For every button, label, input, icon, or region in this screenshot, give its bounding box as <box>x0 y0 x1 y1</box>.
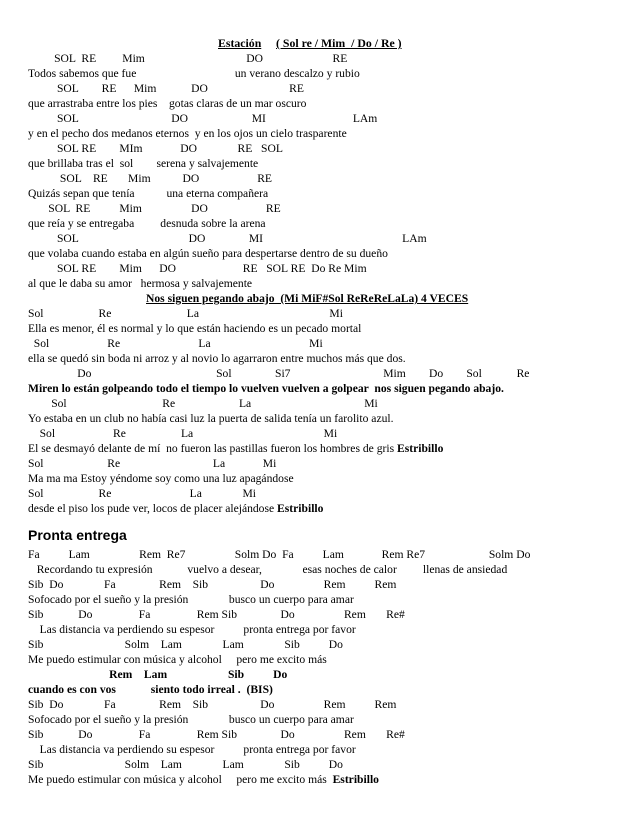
chord-line: Sol Re La Mi <box>28 457 277 470</box>
estribillo-marker: Estribillo <box>396 442 444 455</box>
lyric-line: Ella es menor, él es normal y lo que están haciendo es un pecado mortal <box>28 322 362 335</box>
lyric-line: que reía y se entregaba desnuda sobre la arena <box>28 217 266 230</box>
lyric-line: al que le daba su amor hermosa y salvajemente <box>28 277 253 290</box>
lyric-line: Sofocado por el sueño y la presión busco un cuerpo para amar <box>28 713 354 726</box>
estribillo-marker: Estribillo <box>332 773 379 786</box>
chord-line: SOL RE Mim DO RE SOL RE Do Re Mim <box>28 262 367 275</box>
lyric-line: que volaba cuando estaba en algún sueño para despertarse dentro de su dueño <box>28 247 388 260</box>
chord-line: Sol Re La Mi <box>28 397 378 410</box>
bold-lyric-line: cuando es con vos siento todo irreal . (BIS) <box>28 683 273 696</box>
chord-line: Sib Solm Lam Lam Sib Do <box>28 758 343 771</box>
lyric-line: Recordando tu expresión vuelvo a desear, esas noches de calor llenas de ansiedad <box>28 563 508 576</box>
chord-line: Sol Re La Mi <box>28 427 338 440</box>
chord-line: Sib Do Fa Rem Sib Do Rem Rem <box>28 698 397 711</box>
chord-line: SOL DO MI LAm <box>28 112 378 125</box>
lyric-line <box>28 441 628 456</box>
lyric-line: Sofocado por el sueño y la presión busco un cuerpo para amar <box>28 593 354 606</box>
riff-heading: Nos siguen pegando abajo (Mi MiF#Sol ReReReLaLa) 4 VECES <box>146 292 469 305</box>
lyric-line <box>28 501 628 516</box>
chord-line: SOL RE MIm DO RE SOL <box>28 142 283 155</box>
lyric-line: Me puedo estimular con música y alcohol pero me excito más <box>28 653 327 666</box>
chord-line: Sol Re La Mi <box>28 487 257 500</box>
lyric-line: que brillaba tras el sol serena y salvajemente <box>28 157 259 170</box>
chord-line: Sib Do Fa Rem Sib Do Rem Re# <box>28 608 405 621</box>
lyric-line: Yo estaba en un club no había casi luz la puerta de salida tenía un farolito azul. <box>28 412 394 425</box>
lyric-line: Quizás sepan que tenía una eterna compañera <box>28 187 269 200</box>
bold-lyric-line: Miren lo están golpeando todo el tiempo lo vuelven vuelven a golpear nos siguen pegando abajo. <box>28 382 504 395</box>
bold-chord-line: Rem Lam Sib Do <box>28 668 288 681</box>
lyric-text: desde el piso los pude ver, locos de placer alejándose <box>28 502 278 515</box>
song-title: Estación <box>218 36 262 50</box>
chord-line: Sib Do Fa Rem Sib Do Rem Rem <box>28 578 397 591</box>
chord-line: SOL RE Mim DO RE <box>28 82 304 95</box>
chord-line: Fa Lam Rem Re7 Solm Do Fa Lam Rem Re7 Solm Do <box>28 548 531 561</box>
lyric-line: ella se quedó sin boda ni arroz y al novio lo agarraron entre muchos más que dos. <box>28 352 406 365</box>
title-chords: ( Sol re / Mim / Do / Re ) <box>276 36 402 50</box>
chord-line: Sib Do Fa Rem Sib Do Rem Re# <box>28 728 405 741</box>
chord-line: Sol Re La Mi <box>28 307 343 320</box>
lyric-line: Ma ma ma Estoy yéndome soy como una luz apagándose <box>28 472 294 485</box>
chord-line: SOL RE Mim DO RE <box>28 52 348 65</box>
chord-line: SOL RE Mim DO RE <box>28 172 273 185</box>
lyric-line: que arrastraba entre los pies gotas claras de un mar oscuro <box>28 97 307 110</box>
section-title: Pronta entrega <box>28 527 127 543</box>
chord-line: Sib Solm Lam Lam Sib Do <box>28 638 343 651</box>
lyric-line <box>28 772 628 787</box>
lyric-line: Todos sabemos que fue un verano descalzo y rubio <box>28 67 360 80</box>
chord-line: Sol Re La Mi <box>28 337 323 350</box>
lyric-line: Las distancia va perdiendo su espesor pronta entrega por favor <box>28 623 356 636</box>
lyric-text: El se desmayó delante de mí no fueron las pastillas fueron los hombres de gris <box>28 442 397 455</box>
lyric-line: y en el pecho dos medanos eternos y en los ojos un cielo trasparente <box>28 127 347 140</box>
lyric-text: Me puedo estimular con música y alcohol pero me excito más <box>28 773 333 786</box>
song-title-line <box>28 36 628 51</box>
chord-line: SOL DO MI LAm <box>28 232 427 245</box>
chord-line: SOL RE Mim DO RE <box>28 202 281 215</box>
chord-line: Do Sol Si7 Mim Do Sol Re <box>28 367 530 380</box>
estribillo-marker: Estribillo <box>277 502 324 515</box>
lyric-line: Las distancia va perdiendo su espesor pronta entrega por favor <box>28 743 356 756</box>
